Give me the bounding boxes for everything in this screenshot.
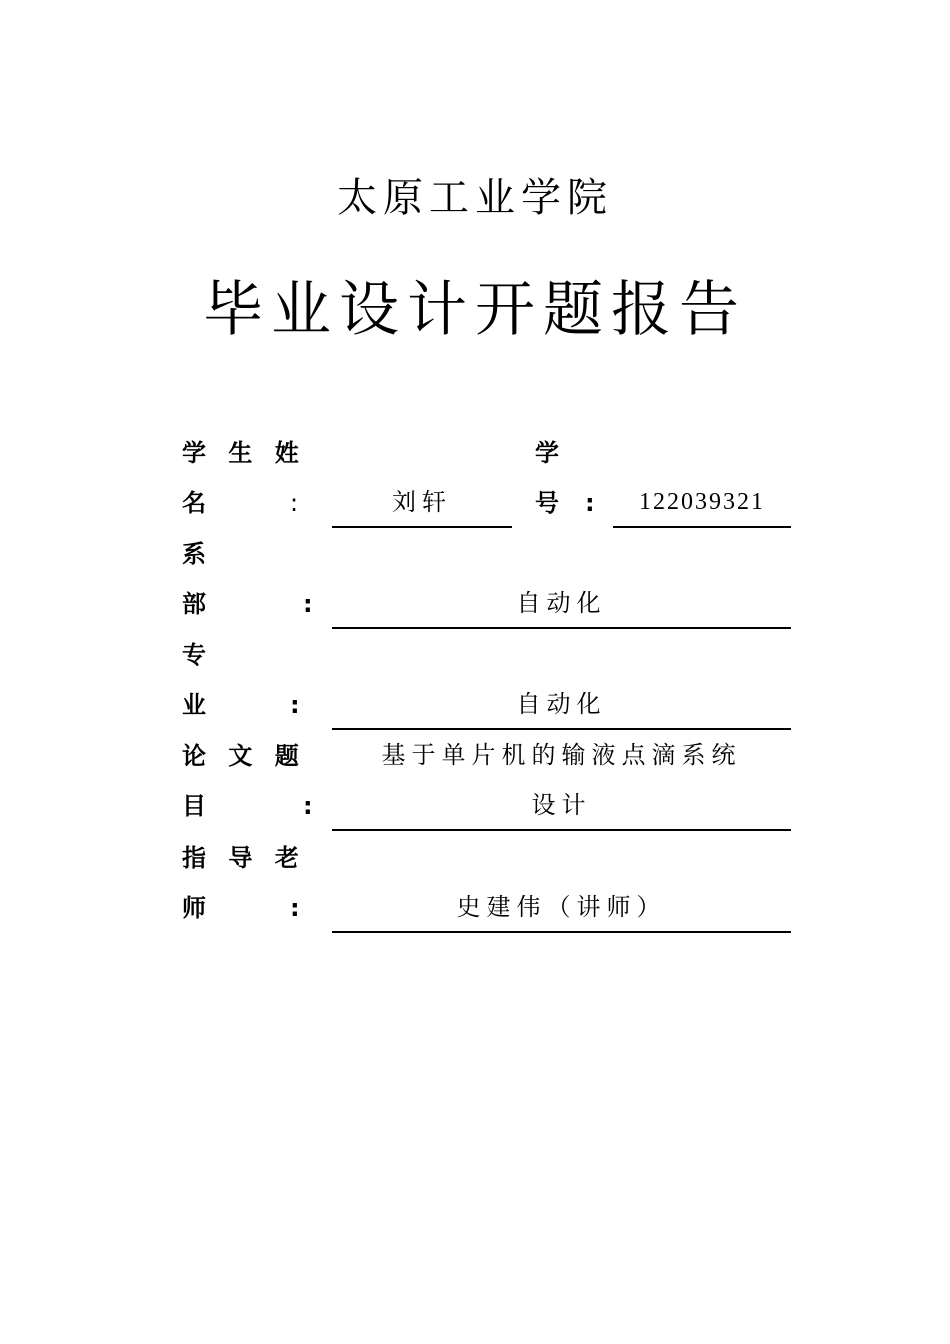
major-underline [332,728,791,730]
name-label-line1: 学 生 姓 [182,439,299,467]
name-label-line2: 名 [182,489,206,517]
student-id-underline [613,526,791,528]
thesis-colon: : [303,792,313,820]
id-colon: : [585,489,595,517]
major-label-line1: 专 [182,641,206,669]
major-value: 自动化 [516,690,607,718]
advisor-value: 史建伟（讲师） [456,893,667,921]
name-colon: : [290,489,299,517]
major-colon: : [290,691,300,719]
department-underline [332,627,791,629]
major-label-line2: 业 [182,691,206,719]
student-name-value: 刘轩 [392,488,452,516]
thesis-label-line2: 目 [182,792,206,820]
school-name: 太原工业学院 [337,175,613,221]
thesis-title-value-line2: 设计 [531,791,592,819]
id-label-line2: 号 [535,489,559,517]
advisor-colon: : [290,894,300,922]
advisor-label-line1: 指 导 老 [182,844,299,872]
advisor-underline [332,931,791,933]
student-id-value: 122039321 [639,489,765,515]
dept-colon: : [303,590,313,618]
advisor-label-line2: 师 [182,894,206,922]
document-title: 毕业设计开题报告 [203,275,747,345]
id-label-line1: 学 [535,439,559,467]
dept-label-line1: 系 [182,540,206,568]
student-name-underline [332,526,512,528]
department-value: 自动化 [516,589,607,617]
thesis-title-underline [332,829,791,831]
thesis-label-line1: 论 文 题 [182,742,299,770]
dept-label-line2: 部 [182,590,206,618]
thesis-title-value-line1: 基于单片机的输液点滴系统 [381,741,742,769]
